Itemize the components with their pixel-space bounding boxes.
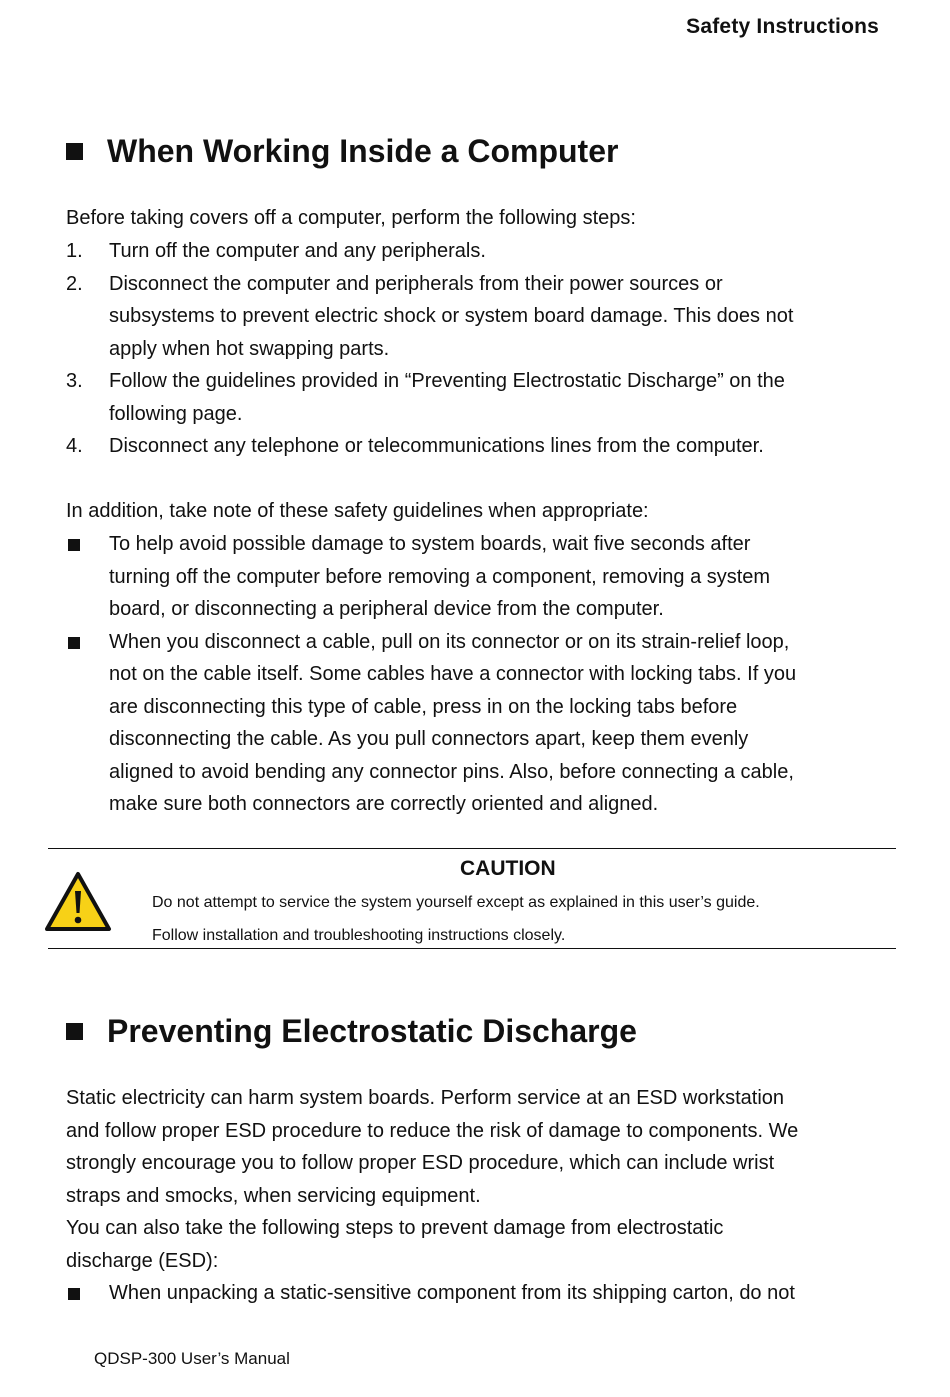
guideline-line: make sure both connectors are correctly oriented and aligned.: [109, 793, 659, 815]
guideline-line: turning off the computer before removing a component, removing a system: [109, 565, 771, 588]
heading-bullet-icon: [66, 1023, 83, 1040]
step-line: apply when hot swapping parts.: [109, 337, 390, 360]
step-number: 1.: [66, 240, 83, 262]
step-line: subsystems to prevent electric shock or system board damage. This does not: [109, 305, 794, 327]
step-line: Follow the guidelines provided in “Preventing Electrostatic Discharge” on the: [109, 370, 785, 392]
section-heading-text: Preventing Electrostatic Discharge: [107, 1013, 637, 1049]
paragraph-line: straps and smocks, when servicing equipment.: [66, 1184, 481, 1207]
paragraph-line: and follow proper ESD procedure to reduce the risk of damage to components. We: [66, 1119, 799, 1142]
guideline-line: board, or disconnecting a peripheral device from the computer.: [109, 598, 664, 620]
page-header-title: Safety Instructions: [686, 15, 879, 38]
guideline-line: disconnecting the cable. As you pull connectors apart, keep them evenly: [109, 728, 749, 750]
paragraph-line: discharge (ESD):: [66, 1249, 219, 1272]
caution-bottom-rule: [48, 948, 896, 949]
steps-intro: Before taking covers off a computer, perform the following steps:: [66, 207, 636, 229]
heading-bullet-icon: [66, 143, 83, 160]
paragraph-line: strongly encourage you to follow proper ESD procedure, which can include wrist: [66, 1152, 775, 1174]
list-item: [66, 365, 866, 430]
list-item: [66, 235, 866, 268]
bullet-line: When unpacking a static-sensitive component from its shipping carton, do not: [109, 1282, 795, 1304]
warning-triangle-icon: [44, 871, 112, 933]
step-number: 2.: [66, 272, 83, 295]
guideline-line: aligned to avoid bending any connector pins. Also, before connecting a cable,: [109, 760, 794, 783]
paragraph-line: Static electricity can harm system boards. Perform service at an ESD workstation: [66, 1087, 785, 1109]
bullet-square-icon: [68, 1288, 80, 1300]
bullet-square-icon: [68, 539, 80, 551]
caution-line: Do not attempt to service the system yourself except as explained in this user’s guide.: [152, 894, 760, 911]
section-heading-working-inside: [66, 133, 618, 170]
esd-paragraph: [66, 1082, 866, 1277]
guidelines-intro: In addition, take note of these safety guidelines when appropriate:: [66, 500, 649, 522]
guideline-line: To help avoid possible damage to system boards, wait five seconds after: [109, 533, 751, 555]
step-number: 3.: [66, 370, 83, 392]
section-heading-esd: [66, 1013, 637, 1050]
step-line: following page.: [109, 402, 243, 425]
step-line: Disconnect the computer and peripherals from their power sources or: [109, 272, 723, 295]
step-number: 4.: [66, 435, 83, 457]
guideline-line: When you disconnect a cable, pull on its connector or on its strain-relief loop,: [109, 630, 790, 653]
list-item: [66, 626, 866, 821]
caution-text: [152, 886, 760, 952]
caution-line: Follow installation and troubleshooting instructions closely.: [152, 927, 566, 944]
section-heading-text: When Working Inside a Computer: [107, 133, 619, 169]
guideline-line: not on the cable itself. Some cables have a connector with locking tabs. If you: [109, 663, 797, 685]
list-item: [66, 430, 866, 463]
step-line: Disconnect any telephone or telecommunications lines from the computer.: [109, 435, 764, 457]
caution-top-rule: [48, 848, 896, 849]
list-item: [66, 528, 866, 626]
caution-title: CAUTION: [460, 857, 556, 880]
bullet-square-icon: [68, 637, 80, 649]
guidelines-list: [66, 528, 866, 821]
list-item: [66, 1277, 866, 1310]
steps-list: [66, 235, 866, 463]
list-item: [66, 268, 866, 366]
paragraph-line: You can also take the following steps to prevent damage from electrostatic: [66, 1217, 724, 1239]
page-footer: QDSP-300 User’s Manual: [94, 1349, 290, 1368]
step-line: Turn off the computer and any peripherals.: [109, 240, 486, 262]
guideline-line: are disconnecting this type of cable, press in on the locking tabs before: [109, 695, 738, 718]
esd-bullets: [66, 1277, 866, 1310]
